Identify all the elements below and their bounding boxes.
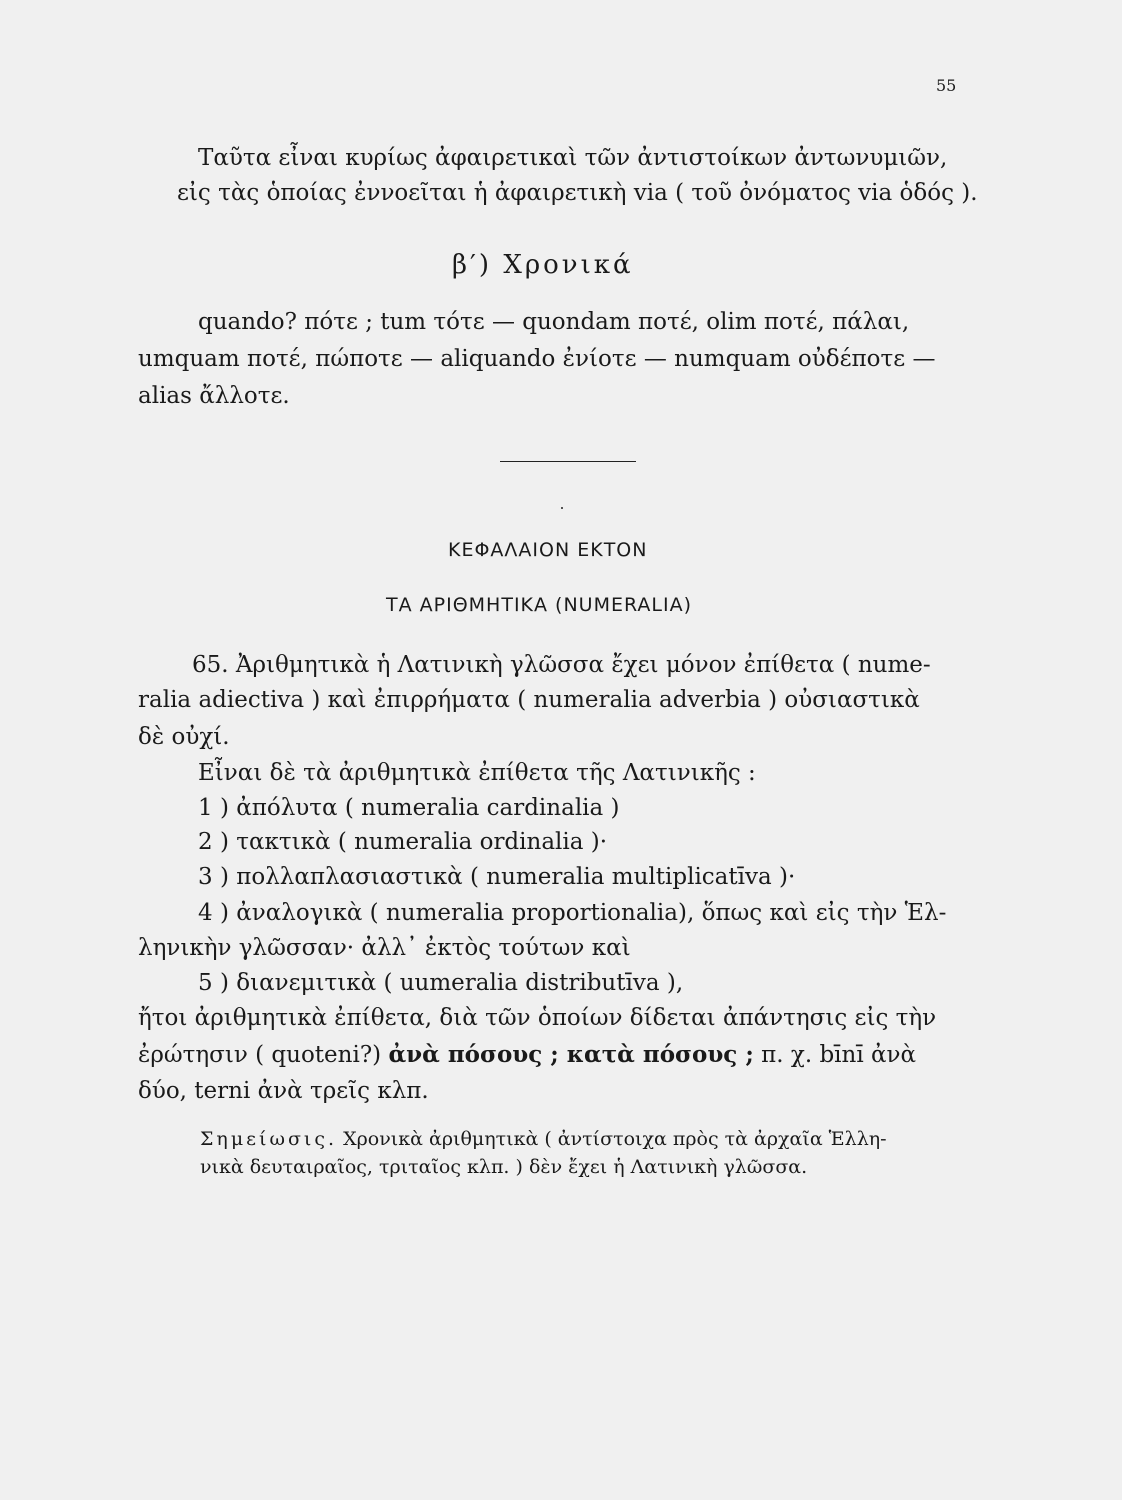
list-item: 4 ) ἀναλογικὰ ( numeralia proportionalia), ὅπως καὶ εἰς τὴν Ἑλ-: [198, 900, 947, 926]
question-text: ἐρώτησιν ( quoteni?): [138, 1042, 382, 1068]
list-item: 1 ) ἀπόλυτα ( numeralia cardinalia ): [198, 795, 620, 821]
note-text: Χρονικὰ ἀριθμητικὰ ( ἀντίστοιχα πρὸς τὰ ἀρχαῖα Ἑλλη-: [343, 1128, 887, 1150]
section-line: δὲ οὐχί.: [138, 724, 230, 750]
paragraph-line: Ταῦτα εἶναι κυρίως ἀφαιρετικαὶ τῶν ἀντιστοίκων ἀντωνυμιῶν,: [198, 145, 948, 171]
paragraph-line: quando? πότε ; tum τότε — quondam ποτέ, olim ποτέ, πάλαι,: [198, 309, 910, 335]
example-text: π. χ. bīnī ἀνὰ: [761, 1042, 917, 1068]
note-label: Σημείωσις.: [200, 1128, 338, 1150]
subheading: β′) Χρονικά: [452, 250, 634, 280]
chapter-heading: ΚΕΦΑΛΑΙΟΝ ΕΚΤΟΝ: [448, 539, 648, 561]
list-item: 3 ) πολλαπλασιαστικὰ ( numeralia multiplicatīva )·: [198, 864, 796, 890]
section-divider: [500, 461, 636, 462]
bold-answer: ἀνὰ πόσους ; κατὰ πόσους ;: [388, 1041, 754, 1068]
divider-dot: [561, 507, 563, 509]
paragraph-line: [138, 1040, 916, 1070]
page-number: 55: [936, 76, 957, 95]
paragraph-line: δύο, terni ἀνὰ τρεῖς κλπ.: [138, 1078, 429, 1104]
paragraph-line: alias ἄλλοτε.: [138, 383, 290, 409]
note-line: νικὰ δευταιραῖος, τριταῖος κλπ. ) δὲν ἔχει ἡ Λατινικὴ γλῶσσα.: [200, 1156, 808, 1178]
paragraph-line: εἰς τὰς ὁποίας ἐννοεῖται ἡ ἀφαιρετικὴ via ( τοῦ ὀνόματος via ὁδός ).: [177, 180, 978, 206]
chapter-title: ΤΑ ΑΡΙΘΜΗΤΙΚΑ (NUMERALIA): [386, 594, 693, 616]
section-line: ralia adiectiva ) καὶ ἐπιρρήματα ( numeralia adverbia ) οὐσιαστικὰ: [138, 687, 920, 713]
list-item: 2 ) τακτικὰ ( numeralia ordinalia )·: [198, 829, 608, 855]
paragraph-line: ἤτοι ἀριθμητικὰ ἐπίθετα, διὰ τῶν ὁποίων δίδεται ἀπάντησις εἰς τὴν: [138, 1005, 937, 1031]
list-item: ληνικὴν γλῶσσαν· ἀλλ᾽ ἐκτὸς τούτων καὶ: [138, 935, 631, 961]
list-item: 5 ) διανεμιτικὰ ( uumeralia distributīva ),: [198, 970, 684, 996]
section-line: 65. Ἀριθμητικὰ ἡ Λατινικὴ γλῶσσα ἔχει μόνον ἐπίθετα ( nume-: [192, 652, 931, 678]
paragraph-line: umquam ποτέ, πώποτε — aliquando ἐνίοτε — numquam οὐδέποτε —: [138, 346, 936, 372]
note-line: [200, 1124, 887, 1154]
section-line: Εἶναι δὲ τὰ ἀριθμητικὰ ἐπίθετα τῆς Λατινικῆς :: [198, 760, 756, 786]
